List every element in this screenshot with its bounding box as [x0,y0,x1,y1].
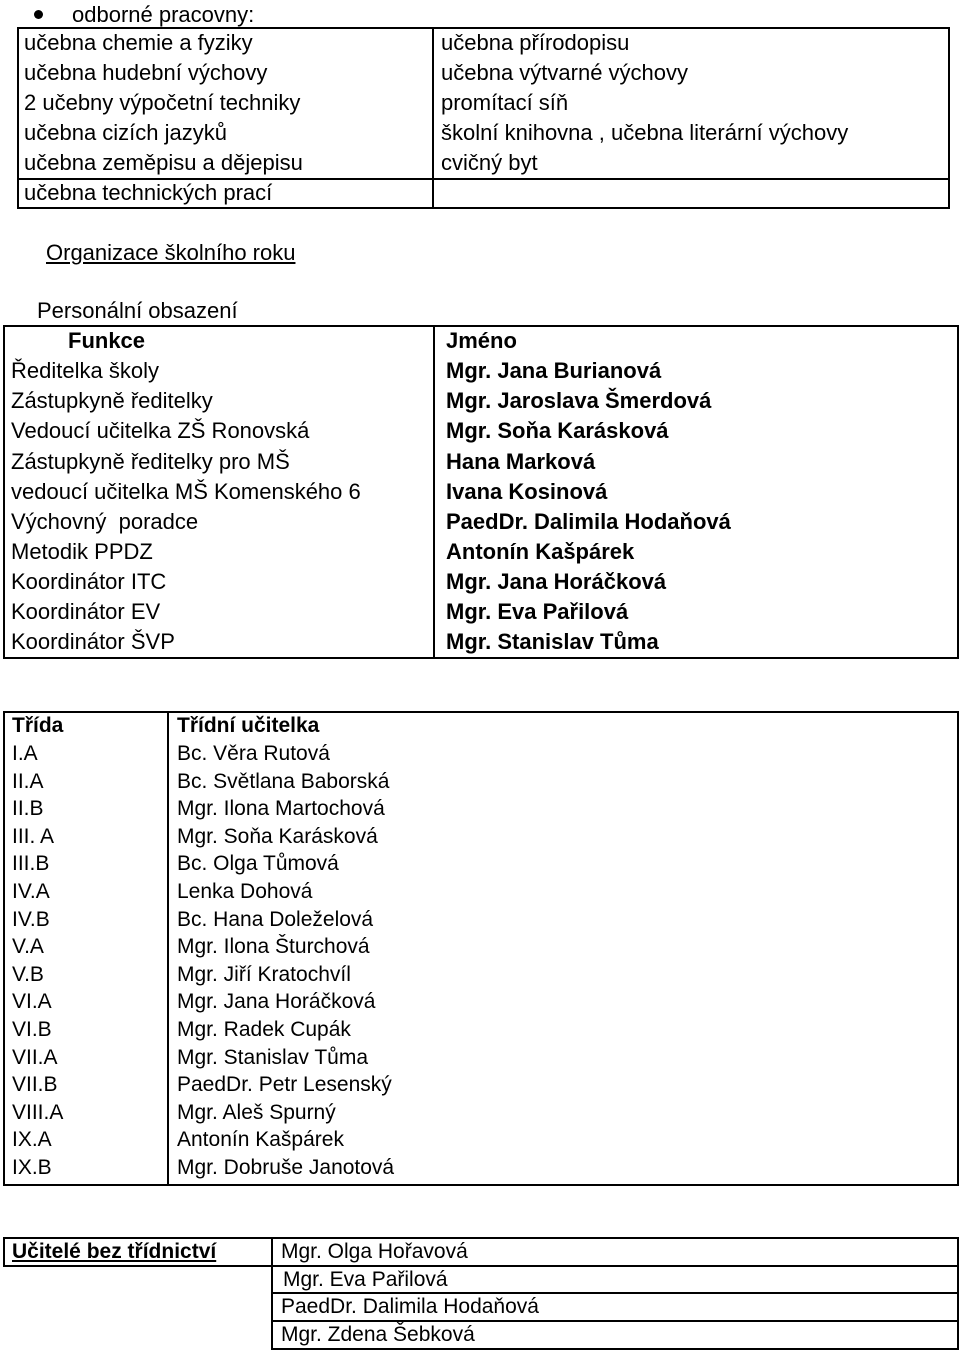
no-class-name: Mgr. Eva Pařilová [283,1268,448,1291]
staff-name: Mgr. Jana Horáčková [446,569,667,594]
facilities-bullet-label: odborné pracovny: [72,2,255,27]
teacher-cell: Antonín Kašpárek [177,1128,344,1152]
staff-header-role: Funkce [68,328,146,353]
staff-role: Koordinátor EV [11,599,161,624]
table-rule [957,711,959,1186]
facility-item: učebna zeměpisu a dějepisu [24,150,303,175]
class-cell: II.B [12,797,44,821]
staff-role: Koordinátor ŠVP [11,629,175,654]
teacher-cell: Lenka Dohová [177,880,313,903]
teacher-cell: Bc. Věra Rutová [177,742,330,765]
table-rule [948,27,950,209]
class-cell: III. A [12,824,55,848]
staff-name: Mgr. Stanislav Tůma [446,629,659,654]
teacher-cell: PaedDr. Petr Lesenský [177,1073,392,1097]
class-cell: IX.A [12,1128,52,1152]
class-cell: VI.B [12,1018,52,1041]
teacher-cell: Bc. Světlana Baborská [177,769,390,793]
table-rule [4,711,959,713]
table-rule [957,1237,959,1350]
class-cell: II.A [12,769,44,793]
teacher-cell: Bc. Olga Tůmová [177,852,339,876]
staff-name: Hana Marková [446,449,596,474]
staff-role: Vedoucí učitelka ZŠ Ronovská [11,418,310,443]
no-class-name: Mgr. Zdena Šebková [281,1323,475,1346]
facility-item: učebna chemie a fyziky [24,30,253,55]
staff-role: Zástupkyně ředitelky pro MŠ [11,449,290,474]
staff-role: Výchovný poradce [11,509,199,534]
staff-name: Ivana Kosinová [446,479,608,504]
facility-item: učebna výtvarné výchovy [441,60,689,85]
facility-item: učebna přírodopisu [441,30,630,55]
teacher-cell: Mgr. Soňa Karásková [177,824,378,848]
facility-item: školní knihovna , učebna literární výchovy [441,120,849,145]
section-title-text: Organizace školního roku [46,240,296,265]
table-rule [17,27,19,209]
no-class-label: Učitelé bez třídnictví [12,1240,217,1263]
table-rule [957,325,959,659]
class-cell: V.A [12,935,44,959]
teacher-cell: Mgr. Dobruše Janotová [177,1156,395,1179]
class-cell: VII.B [12,1073,58,1097]
class-cell: VI.A [12,990,52,1014]
staff-role: Ředitelka školy [11,358,159,383]
staff-name: Mgr. Jaroslava Šmerdová [446,388,712,413]
teacher-cell: Mgr. Ilona Šturchová [177,935,370,959]
class-cell: V.B [12,962,44,986]
teacher-cell: Bc. Hana Doleželová [177,907,374,931]
staff-name: Mgr. Jana Burianová [446,358,662,383]
class-cell: VII.A [12,1045,58,1069]
staff-name: Mgr. Eva Pařilová [446,599,629,624]
table-rule [4,1184,959,1186]
classes-header-teacher: Třídní učitelka [177,714,320,737]
facility-item: promítací síň [441,90,569,115]
facility-item: učebna cizích jazyků [24,120,227,145]
staff-role: vedoucí učitelka MŠ Komenského 6 [11,479,361,504]
section-title [38,238,295,268]
no-class-name: PaedDr. Dalimila Hodaňová [281,1295,539,1318]
class-cell: IV.A [12,880,50,903]
class-cell: III.B [12,852,50,876]
table-rule [432,27,434,209]
table-rule [3,1237,5,1267]
teacher-cell: Mgr. Jana Horáčková [177,990,376,1014]
facility-item: 2 učebny výpočetní techniky [24,90,301,115]
table-rule [4,657,959,659]
classes-header-class: Třída [12,714,64,737]
staff-role: Metodik PPDZ [11,539,153,564]
staff-header-name: Jméno [446,328,517,353]
staff-name: Mgr. Soňa Karásková [446,418,669,443]
staff-name: PaedDr. Dalimila Hodaňová [446,509,731,534]
table-rule [3,325,5,659]
class-cell: IV.B [12,907,50,931]
bullet-icon [34,10,43,19]
no-class-name: Mgr. Olga Hořavová [281,1240,468,1263]
staff-role: Zástupkyně ředitelky [11,388,213,413]
class-cell: VIII.A [12,1100,64,1124]
teacher-cell: Mgr. Ilona Martochová [177,797,385,821]
staff-role: Koordinátor ITC [11,569,167,594]
staff-title: Personální obsazení [37,298,238,323]
facility-item: cvičný byt [441,150,538,175]
table-rule [433,325,435,659]
teacher-cell: Mgr. Radek Cupák [177,1018,351,1041]
class-cell: IX.B [12,1156,52,1179]
table-rule [167,711,169,1186]
facility-item: učebna technických prací [24,180,273,205]
table-rule [3,711,5,1186]
teacher-cell: Mgr. Jiří Kratochvíl [177,962,351,986]
teacher-cell: Mgr. Stanislav Tůma [177,1045,369,1069]
teacher-cell: Mgr. Aleš Spurný [177,1100,336,1124]
staff-name: Antonín Kašpárek [446,539,635,564]
facility-item: učebna hudební výchovy [24,60,268,85]
class-cell: I.A [12,742,38,765]
table-rule [271,1237,273,1350]
